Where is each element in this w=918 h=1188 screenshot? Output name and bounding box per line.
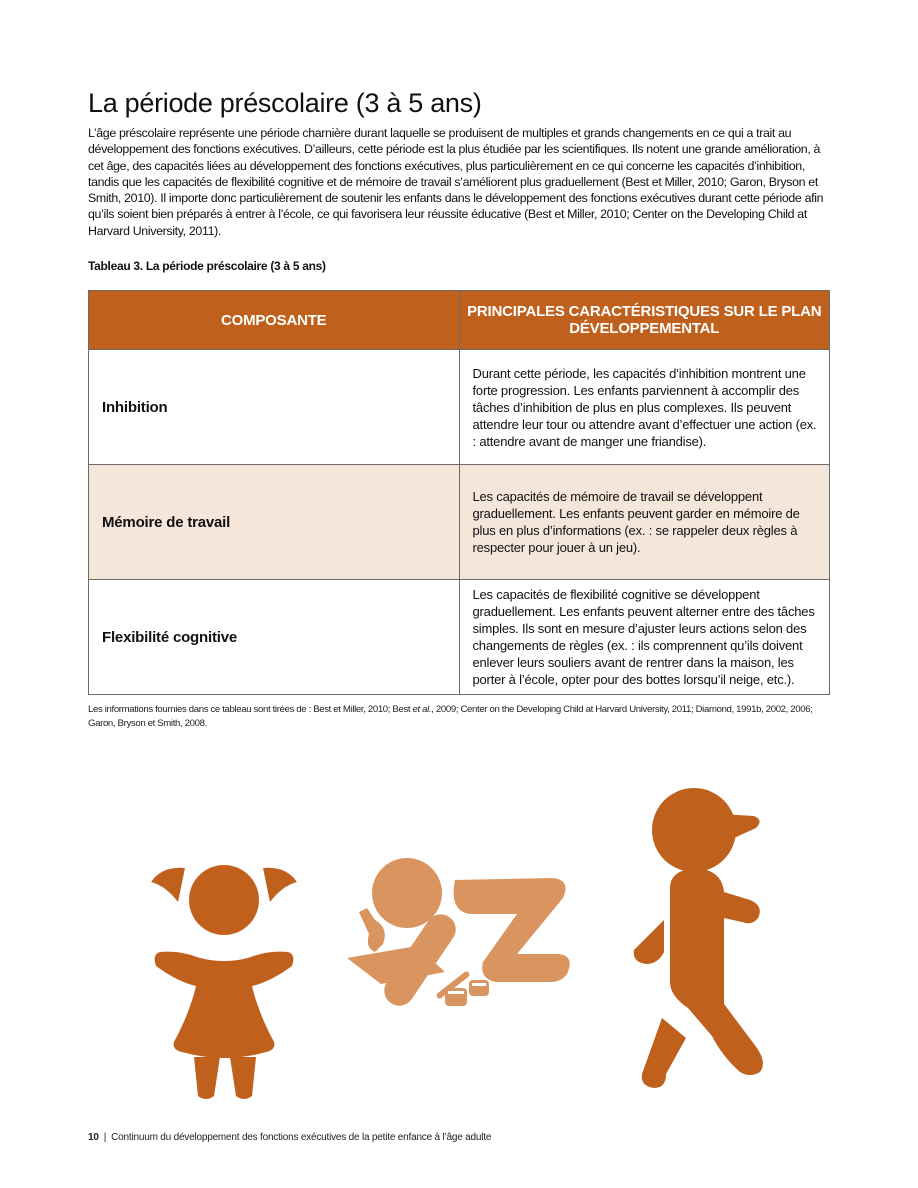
component-cell: Flexibilité cognitive	[89, 580, 460, 695]
component-cell: Inhibition	[89, 350, 460, 465]
header-composante: COMPOSANTE	[89, 291, 460, 350]
page-title: La période préscolaire (3 à 5 ans)	[88, 88, 482, 118]
component-cell: Mémoire de travail	[89, 465, 460, 580]
description-cell: Les capacités de mémoire de travail se développent graduellement. Les enfants peuvent garder en mémoire de plus en plus d’informations (ex. : se rappeler deux règles à respecter pour jouer à un jeu).	[459, 465, 830, 580]
table-row	[89, 350, 830, 465]
header-caracteristiques: PRINCIPALES CARACTÉRISTIQUES SUR LE PLAN DÉVELOPPEMENTAL	[459, 291, 830, 350]
walking-boy-icon	[630, 786, 790, 1096]
table-row	[89, 580, 830, 695]
table-header-row	[89, 291, 830, 350]
table-row	[89, 465, 830, 580]
table-caption: Tableau 3. La période préscolaire (3 à 5 ans)	[88, 259, 326, 273]
page-footer	[88, 1132, 491, 1143]
source-et-al: et al.	[412, 704, 432, 715]
source-text: Les informations fournies dans ce tableau sont tirées de : Best et Miller, 2010; Best	[88, 704, 413, 715]
footer-separator: |	[103, 1132, 107, 1143]
drawing-child-icon	[345, 850, 575, 1020]
girl-icon	[148, 852, 300, 1102]
table-source-note	[88, 703, 833, 731]
intro-paragraph: L’âge préscolaire représente une période charnière durant laquelle se produisent de multiples et grands changements en ce qui a trait au développement des fonctions exécutives. D’ailleurs, cette période est la plus étudiée par les scientifiques. Ils notent une grande amélioration, à cet âge, des capacités liées au développement des fonctions exécutives, plus particulièrement en ce qui concerne les capacités d’inhibition, tandis que les capacités de flexibilité cognitive et de mémoire de travail s’améliorent plus graduellement (Best et Miller, 2010; Garon, Bryson et Smith, 2010). Il importe donc particulièrement de soutenir les enfants dans le développement des fonctions exécutives durant cette période afin qu’ils soient bien préparés à entrer à l’école, ce qui favorisera leur réussite éducative (Best et Miller, 2010; Center on the Developing Child at Harvard University, 2011).	[88, 126, 824, 238]
page-number: 10	[88, 1132, 99, 1143]
source-text-rest: , 2009; Center on the Developing Child at Harvard University, 2011; Diamond, 1991b, 2002, 2006; Garon, Bryson et Smith, 2008.	[88, 704, 813, 729]
development-table	[88, 290, 830, 695]
description-cell: Les capacités de flexibilité cognitive se développent graduellement. Les enfants peuvent alterner entre des tâches simples. Ils sont en mesure d’ajuster leurs actions selon des changements de règles (ex. : ils comprennent qu’ils doivent enlever leurs souliers avant de rentrer dans la maison, les porter à l’école, opter pour des bottes lorsqu’il neige, etc.).	[459, 580, 830, 695]
description-cell: Durant cette période, les capacités d’inhibition montrent une forte progression. Les enfants parviennent à accomplir des tâches d’inhibition de plus en plus complexes. Ils peuvent attendre leur tour ou attendre avant d’effectuer une action (ex. : attendre avant de manger une friandise).	[459, 350, 830, 465]
footer-title: Continuum du développement des fonctions exécutives de la petite enfance à l’âge adulte	[111, 1132, 492, 1143]
